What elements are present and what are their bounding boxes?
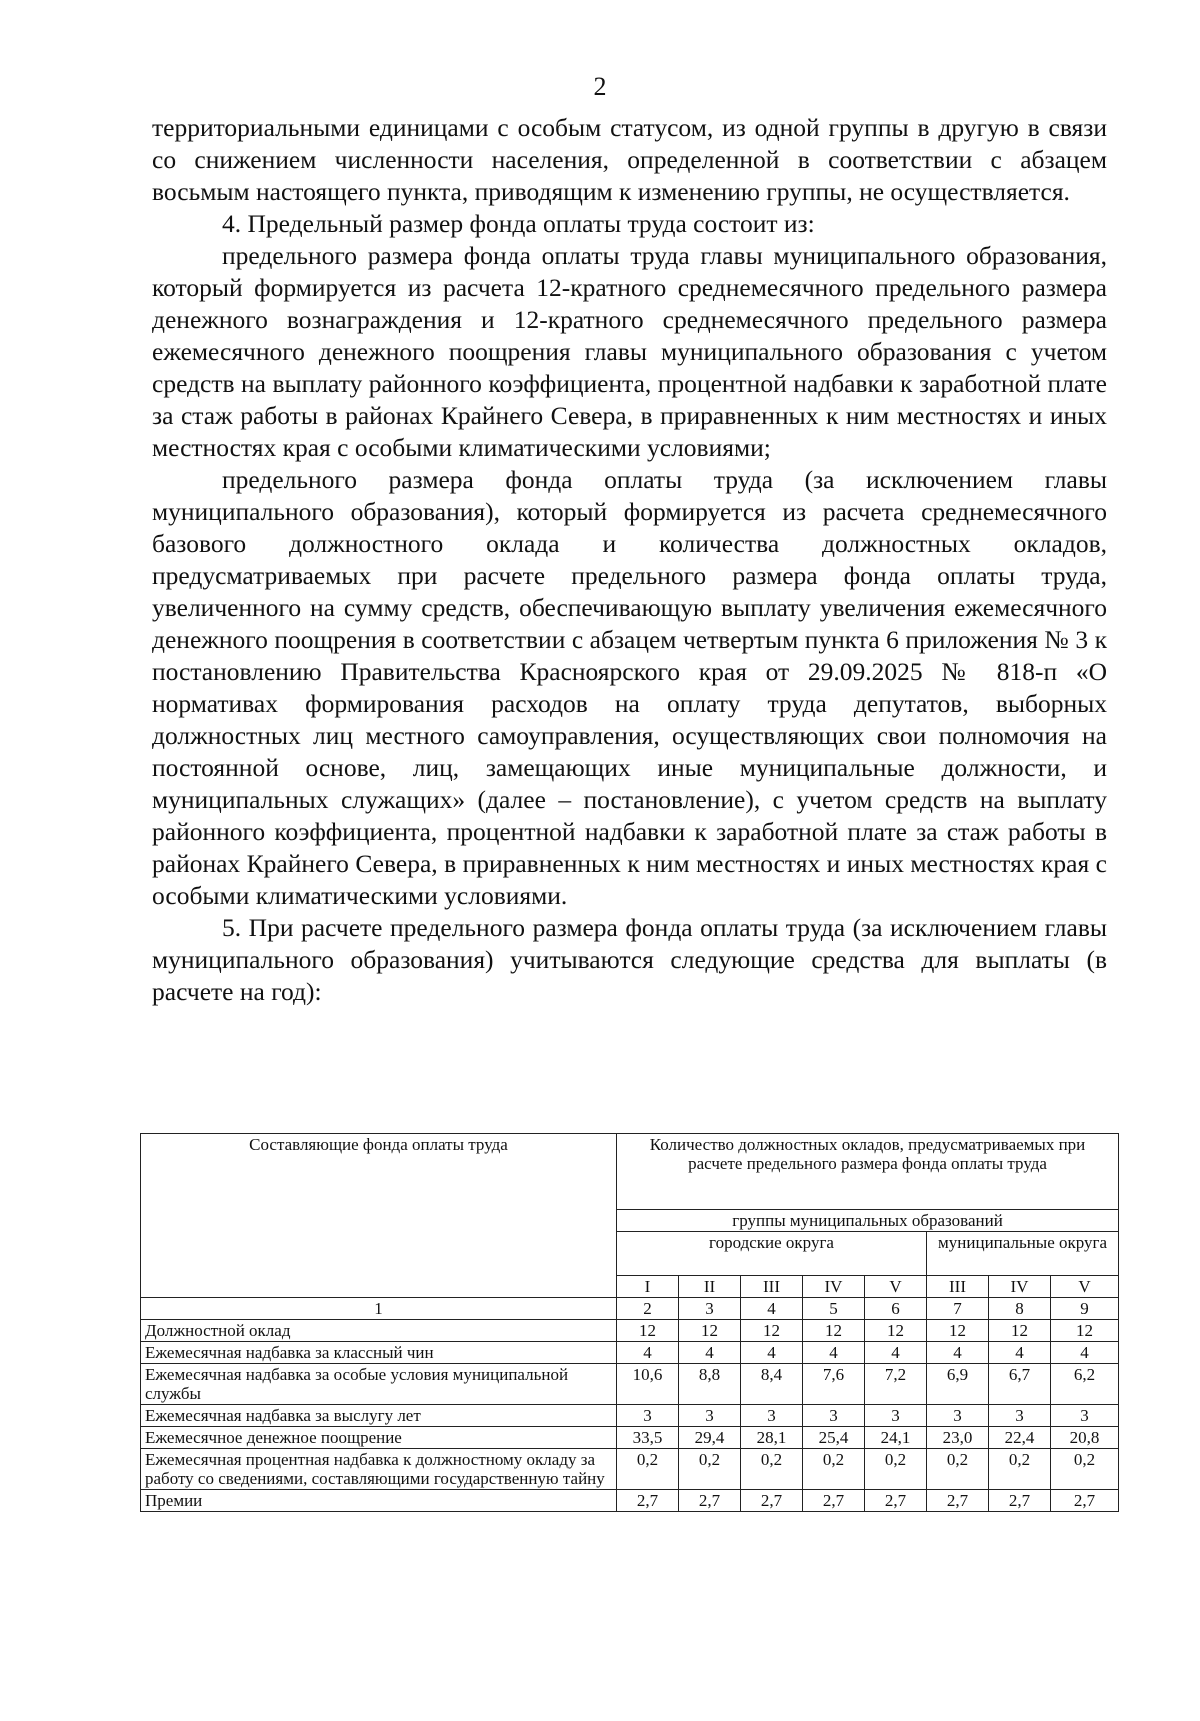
urban-districts-header: городские округа bbox=[617, 1232, 927, 1276]
row-value: 12 bbox=[741, 1320, 803, 1342]
row-value: 4 bbox=[927, 1342, 989, 1364]
row-value: 23,0 bbox=[927, 1427, 989, 1449]
row-value: 0,2 bbox=[679, 1449, 741, 1490]
row-value: 2,7 bbox=[803, 1490, 865, 1512]
row-value: 4 bbox=[617, 1342, 679, 1364]
row-value: 3 bbox=[679, 1405, 741, 1427]
row-label: Ежемесячная надбавка за классный чин bbox=[141, 1342, 617, 1364]
row-value: 4 bbox=[1051, 1342, 1119, 1364]
group-numeral: IV bbox=[803, 1276, 865, 1298]
page-number: 2 bbox=[593, 72, 607, 101]
table-row bbox=[141, 1405, 1119, 1427]
row-value: 8,8 bbox=[679, 1364, 741, 1405]
col-number: 8 bbox=[989, 1298, 1051, 1320]
row-value: 28,1 bbox=[741, 1427, 803, 1449]
table-row bbox=[141, 1490, 1119, 1512]
group-numeral: III bbox=[927, 1276, 989, 1298]
group-numeral: II bbox=[679, 1276, 741, 1298]
col-number: 5 bbox=[803, 1298, 865, 1320]
row-value: 2,7 bbox=[865, 1490, 927, 1512]
row-value: 4 bbox=[989, 1342, 1051, 1364]
table-row bbox=[141, 1449, 1119, 1490]
column-numbers-row bbox=[141, 1298, 1119, 1320]
row-value: 25,4 bbox=[803, 1427, 865, 1449]
row-value: 8,4 bbox=[741, 1364, 803, 1405]
col-number: 1 bbox=[141, 1298, 617, 1320]
table-row bbox=[141, 1364, 1119, 1405]
row-value: 0,2 bbox=[803, 1449, 865, 1490]
group-numeral: V bbox=[1051, 1276, 1119, 1298]
payroll-fund-table bbox=[140, 1133, 1119, 1512]
row-value: 10,6 bbox=[617, 1364, 679, 1405]
paragraph-staff-fund: предельного размера фонда оплаты труда (за исключением главы муниципального образования), который формируется из расчета среднемесячного базового должностного оклада и количества должностных окладов, предусматриваемых при расчете предельного размера фонда оплаты труда, увеличенного на сумму средств, обеспечивающую выплату увеличения ежемесячного денежного поощрения в соответствии с абзацем четвертым пункта 6 приложения № 3 к постановлению Правительства Красноярского края от 29.09.2025 № 818-п «О нормативах формирования расходов на оплату труда депутатов, выборных должностных лиц местного самоуправления, осуществляющих свои полномочия на постоянной основе, лиц, замещающих иные муниципальные должности, и муниципальных служащих» (далее – постановление), с учетом средств на выплату районного коэффициента, процентной надбавки к заработной плате за стаж работы в районах Крайнего Севера, в приравненных к ним местностях и иных местностях края с особыми климатическими условиями. bbox=[152, 465, 1107, 910]
main-header: Количество должностных окладов, предусматриваемых при расчете предельного размера фонда оплаты труда bbox=[617, 1134, 1119, 1210]
row-label: Ежемесячная процентная надбавка к должностному окладу за работу со сведениями, составляющими государственную тайну bbox=[141, 1449, 617, 1490]
group-numeral: V bbox=[865, 1276, 927, 1298]
paragraph-item-5: 5. При расчете предельного размера фонда оплаты труда (за исключением главы муниципального образования) учитываются следующие средства для выплаты (в расчете на год): bbox=[152, 913, 1107, 1006]
row-value: 3 bbox=[865, 1405, 927, 1427]
row-label: Должностной оклад bbox=[141, 1320, 617, 1342]
row-value: 0,2 bbox=[989, 1449, 1051, 1490]
row-value: 29,4 bbox=[679, 1427, 741, 1449]
col-number: 9 bbox=[1051, 1298, 1119, 1320]
paragraph-continuation: территориальными единицами с особым статусом, из одной группы в другую в связи со снижением численности населения, определенной в соответствии с абзацем восьмым настоящего пункта, приводящим к изменению группы, не осуществляется. bbox=[152, 113, 1107, 206]
table-body bbox=[141, 1320, 1119, 1512]
row-value: 2,7 bbox=[617, 1490, 679, 1512]
municipal-districts-header: муниципальные округа bbox=[927, 1232, 1119, 1276]
row-value: 3 bbox=[927, 1405, 989, 1427]
row-label: Ежемесячное денежное поощрение bbox=[141, 1427, 617, 1449]
row-value: 0,2 bbox=[741, 1449, 803, 1490]
row-value: 2,7 bbox=[989, 1490, 1051, 1512]
row-value: 4 bbox=[679, 1342, 741, 1364]
col-number: 4 bbox=[741, 1298, 803, 1320]
row-value: 0,2 bbox=[1051, 1449, 1119, 1490]
row-value: 3 bbox=[617, 1405, 679, 1427]
row-value: 4 bbox=[865, 1342, 927, 1364]
row-value: 6,2 bbox=[1051, 1364, 1119, 1405]
row-value: 33,5 bbox=[617, 1427, 679, 1449]
col-number: 2 bbox=[617, 1298, 679, 1320]
row-value: 4 bbox=[803, 1342, 865, 1364]
row-value: 2,7 bbox=[927, 1490, 989, 1512]
row-value: 2,7 bbox=[741, 1490, 803, 1512]
row-value: 6,7 bbox=[989, 1364, 1051, 1405]
row-label: Премии bbox=[141, 1490, 617, 1512]
document-body bbox=[152, 112, 1107, 1008]
col1-header: Составляющие фонда оплаты труда bbox=[141, 1134, 617, 1298]
group-numeral: I bbox=[617, 1276, 679, 1298]
table-row bbox=[141, 1427, 1119, 1449]
row-value: 6,9 bbox=[927, 1364, 989, 1405]
row-value: 3 bbox=[741, 1405, 803, 1427]
row-value: 7,6 bbox=[803, 1364, 865, 1405]
row-value: 3 bbox=[803, 1405, 865, 1427]
row-value: 22,4 bbox=[989, 1427, 1051, 1449]
row-value: 12 bbox=[927, 1320, 989, 1342]
row-value: 12 bbox=[803, 1320, 865, 1342]
table-row bbox=[141, 1320, 1119, 1342]
row-value: 2,7 bbox=[679, 1490, 741, 1512]
row-value: 2,7 bbox=[1051, 1490, 1119, 1512]
group-numeral: IV bbox=[989, 1276, 1051, 1298]
paragraph-item-4: 4. Предельный размер фонда оплаты труда состоит из: bbox=[222, 209, 815, 238]
col-number: 6 bbox=[865, 1298, 927, 1320]
row-value: 20,8 bbox=[1051, 1427, 1119, 1449]
row-value: 24,1 bbox=[865, 1427, 927, 1449]
row-value: 0,2 bbox=[617, 1449, 679, 1490]
group-numeral: III bbox=[741, 1276, 803, 1298]
row-label: Ежемесячная надбавка за выслугу лет bbox=[141, 1405, 617, 1427]
groups-header: группы муниципальных образований bbox=[617, 1210, 1119, 1232]
table-row bbox=[141, 1342, 1119, 1364]
paragraph-head-fund: предельного размера фонда оплаты труда главы муниципального образования, который формируется из расчета 12-кратного среднемесячного предельного размера денежного вознаграждения и 12-кратного среднемесячного предельного размера ежемесячного денежного поощрения главы муниципального образования с учетом средств на выплату районного коэффициента, процентной надбавки к заработной плате за стаж работы в районах Крайнего Севера, в приравненных к ним местностях и иных местностях края с особыми климатическими условиями; bbox=[152, 241, 1107, 462]
row-label: Ежемесячная надбавка за особые условия муниципальной службы bbox=[141, 1364, 617, 1405]
row-value: 4 bbox=[741, 1342, 803, 1364]
row-value: 3 bbox=[989, 1405, 1051, 1427]
row-value: 3 bbox=[1051, 1405, 1119, 1427]
col-number: 7 bbox=[927, 1298, 989, 1320]
row-value: 12 bbox=[989, 1320, 1051, 1342]
row-value: 12 bbox=[865, 1320, 927, 1342]
row-value: 7,2 bbox=[865, 1364, 927, 1405]
row-value: 12 bbox=[1051, 1320, 1119, 1342]
col-number: 3 bbox=[679, 1298, 741, 1320]
row-value: 0,2 bbox=[927, 1449, 989, 1490]
row-value: 12 bbox=[617, 1320, 679, 1342]
row-value: 12 bbox=[679, 1320, 741, 1342]
row-value: 0,2 bbox=[865, 1449, 927, 1490]
